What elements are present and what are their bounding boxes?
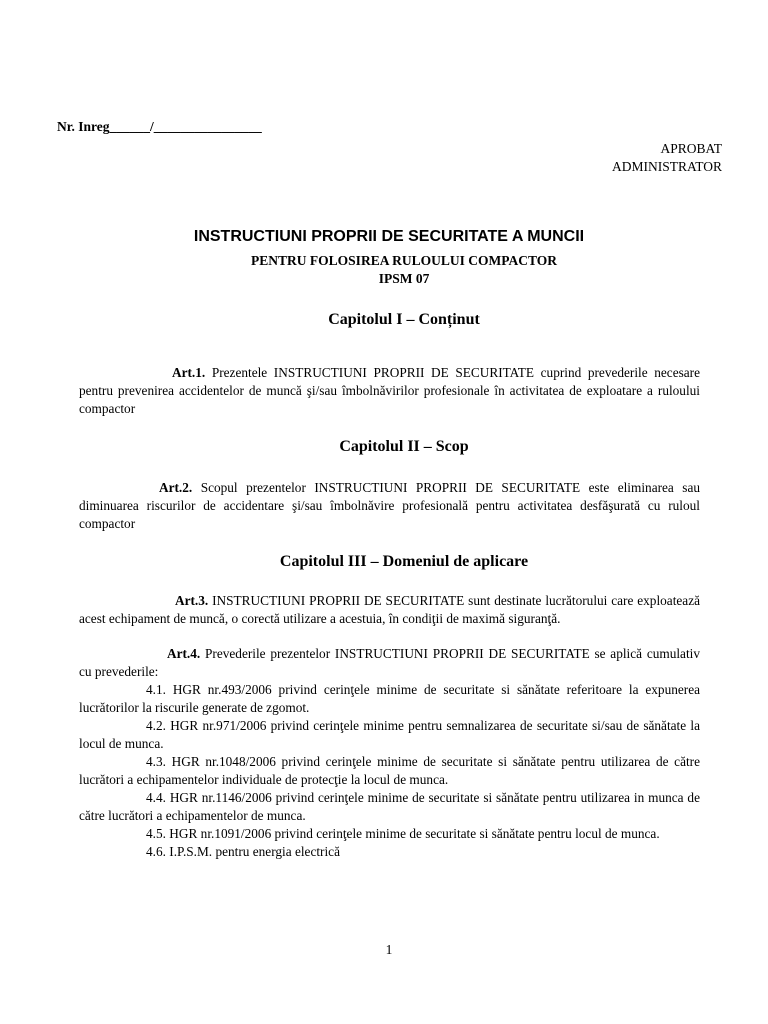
article-4-text: Prevederile prezentelor INSTRUCTIUNI PROPRII DE SECURITATE se aplică cumulativ cu prevederile: <box>79 646 700 679</box>
list-item: 4.2. HGR nr.971/2006 privind cerinţele minime pentru semnalizarea de securitate si/sau de sănătate la locul de munca. <box>79 718 700 751</box>
list-item: 4.1. HGR nr.493/2006 privind cerinţele minime de securitate si sănătate referitoare la expunerea lucrătorilor la riscurile generate de zgomot. <box>79 682 700 715</box>
article-2-text: Scopul prezentelor INSTRUCTIUNI PROPRII DE SECURITATE este eliminarea sau diminuarea riscurilor de accidentare şi/sau îmbolnăvire profesională pentru activitatea desfăşurată cu ruloul compactor <box>79 480 700 531</box>
article-1-label: Art.1. <box>172 365 206 380</box>
approval-label: APROBAT <box>660 141 722 156</box>
article-4-list <box>79 681 700 861</box>
list-item: 4.3. HGR nr.1048/2006 privind cerinţele minime de securitate si sănătate pentru utilizarea de către lucrători a echipamentelor individuale de protecţie la locul de munca. <box>79 754 700 787</box>
article-1 <box>79 364 700 418</box>
chapter-2-heading: Capitolul II – Scop <box>339 438 469 455</box>
article-2 <box>79 479 700 533</box>
article-4-label: Art.4. <box>167 646 201 661</box>
article-3-text: INSTRUCTIUNI PROPRII DE SECURITATE sunt destinate lucrătorului care exploatează acest echipament de muncă, o corectă utilizare a acestuia, în condiţii de maximă siguranţă. <box>79 593 700 626</box>
approver-title: ADMINISTRATOR <box>611 159 722 174</box>
registration-number: Nr. Inreg______/________________ <box>57 119 262 134</box>
article-3 <box>79 592 700 628</box>
page-number: 1 <box>385 942 393 957</box>
chapter-1-heading: Capitolul I – Conținut <box>328 311 480 328</box>
list-item: 4.5. HGR nr.1091/2006 privind cerinţele minime de securitate si sănătate pentru locul de munca. <box>146 826 660 841</box>
document-subtitle: PENTRU FOLOSIREA RULOULUI COMPACTOR <box>251 253 557 268</box>
list-item: 4.6. I.P.S.M. pentru energia electrică <box>146 844 340 859</box>
article-3-label: Art.3. <box>175 593 209 608</box>
article-1-text: Prezentele INSTRUCTIUNI PROPRII DE SECURITATE cuprind prevederile necesare pentru prevenirea accidentelor de muncă şi/sau îmbolnăvirilor profesionale în activitatea de exploatare a ruloului compactor <box>79 365 700 416</box>
article-4 <box>79 645 700 681</box>
document-code: IPSM 07 <box>378 271 430 286</box>
list-item: 4.4. HGR nr.1146/2006 privind cerinţele minime de securitate si sănătate pentru utilizarea in munca de către lucrători a echipamentelor de munca. <box>79 790 700 823</box>
approval-block <box>612 140 722 176</box>
document-title: INSTRUCTIUNI PROPRII DE SECURITATE A MUNCII <box>193 228 585 245</box>
chapter-3-heading: Capitolul III – Domeniul de aplicare <box>279 553 529 570</box>
article-2-label: Art.2. <box>159 480 193 495</box>
